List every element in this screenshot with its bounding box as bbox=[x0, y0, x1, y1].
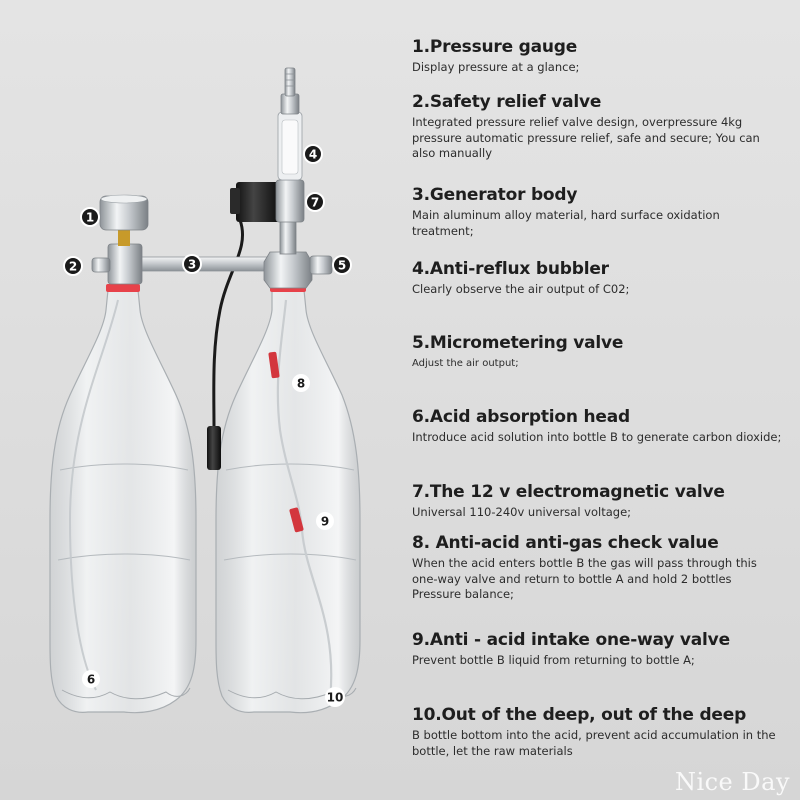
svg-text:6: 6 bbox=[86, 672, 96, 687]
feature-item-8 bbox=[412, 532, 796, 603]
feature-title: 8. Anti-acid anti-gas check value bbox=[412, 533, 719, 553]
bottle-a bbox=[50, 284, 196, 713]
feature-description: Main aluminum alloy material, hard surface oxidation treatment; bbox=[412, 208, 720, 238]
feature-item-2 bbox=[412, 91, 796, 162]
feature-title: 2.Safety relief valve bbox=[412, 92, 602, 112]
feature-title: 9.Anti - acid intake one-way valve bbox=[412, 630, 730, 650]
svg-text:8: 8 bbox=[296, 376, 306, 391]
feature-title: 6.Acid absorption head bbox=[412, 407, 630, 427]
marker-4 bbox=[304, 145, 322, 163]
feature-title: 3.Generator body bbox=[412, 185, 578, 205]
feature-item-6 bbox=[412, 406, 796, 446]
feature-description: B bottle bottom into the acid, prevent acid accumulation in the bottle, let the raw materials bbox=[412, 728, 776, 758]
feature-item-3 bbox=[412, 184, 796, 239]
feature-description: Prevent bottle B liquid from returning to bottle A; bbox=[412, 653, 695, 667]
feature-item-9 bbox=[412, 629, 796, 669]
svg-text:3: 3 bbox=[187, 257, 197, 272]
feature-title: 4.Anti-reflux bubbler bbox=[412, 259, 609, 279]
marker-2 bbox=[64, 257, 82, 275]
marker-8 bbox=[292, 374, 310, 392]
marker-10 bbox=[325, 687, 345, 707]
svg-text:7: 7 bbox=[310, 195, 320, 210]
svg-text:1: 1 bbox=[85, 210, 95, 225]
feature-item-10 bbox=[412, 704, 796, 759]
svg-text:5: 5 bbox=[337, 258, 347, 273]
feature-description: Universal 110-240v universal voltage; bbox=[412, 505, 632, 519]
feature-description: Clearly observe the air output of C02; bbox=[412, 282, 630, 296]
feature-title: 10.Out of the deep, out of the deep bbox=[412, 705, 747, 725]
watermark-text: Nice Day bbox=[674, 768, 790, 796]
feature-description: Adjust the air output; bbox=[412, 358, 519, 369]
svg-text:10: 10 bbox=[326, 690, 344, 705]
bottle-b bbox=[216, 284, 360, 713]
svg-text:9: 9 bbox=[320, 514, 330, 529]
marker-7 bbox=[306, 193, 324, 211]
feature-title: 1.Pressure gauge bbox=[412, 37, 578, 57]
feature-description: When the acid enters bottle B the gas will pass through this one-way valve and return to bottle A and hold 2 bottles Pressure balance; bbox=[412, 556, 757, 601]
marker-1 bbox=[81, 208, 99, 226]
feature-item-4 bbox=[412, 258, 796, 298]
marker-9 bbox=[316, 512, 334, 530]
feature-description: Display pressure at a glance; bbox=[412, 60, 580, 74]
feature-description: Introduce acid solution into bottle B to generate carbon dioxide; bbox=[412, 430, 782, 444]
feature-item-5 bbox=[412, 332, 796, 372]
svg-text:4: 4 bbox=[308, 147, 318, 162]
feature-item-1 bbox=[412, 36, 796, 76]
marker-5 bbox=[333, 256, 351, 274]
svg-text:2: 2 bbox=[68, 259, 78, 274]
feature-description: Integrated pressure relief valve design, overpressure 4kg pressure automatic pressure relief, safe and secure; You can also manually bbox=[412, 115, 760, 160]
feature-title: 5.Micrometering valve bbox=[412, 333, 624, 353]
marker-6 bbox=[82, 670, 100, 688]
feature-item-7 bbox=[412, 481, 796, 521]
feature-title: 7.The 12 v electromagnetic valve bbox=[412, 482, 725, 502]
marker-3 bbox=[183, 255, 201, 273]
